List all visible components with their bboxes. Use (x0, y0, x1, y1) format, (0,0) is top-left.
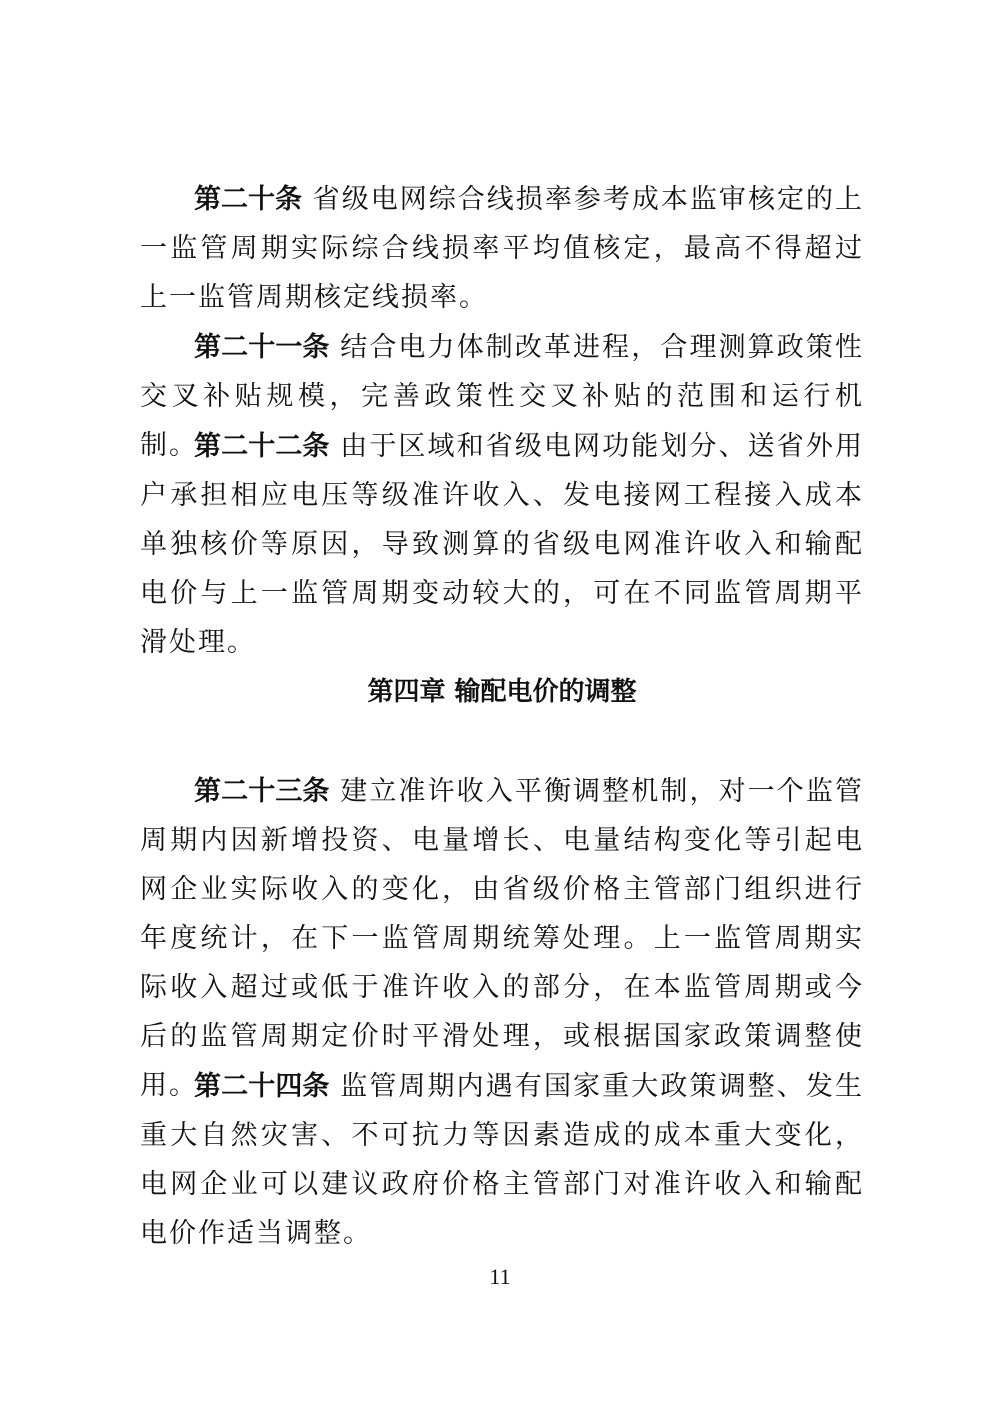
article-20-text: 省级电网综合线损率参考成本监审核定的上一监管周期实际综合线损率平均值核定，最高不得超过上一监管周期核定线损率。 (140, 184, 865, 313)
article-21-text: 结合电力体制改革进程，合理测算政策性交叉补贴规模，完善政策性交叉补贴的范围和运行机制。 (140, 332, 864, 461)
page-number: 11 (489, 1264, 511, 1289)
article-24-number: 第二十四条 (194, 1071, 330, 1102)
article-22-text: 由于区域和省级电网功能划分、送省外用户承担相应电压等级准许收入、发电接网工程接入成本单独核价等原因，导致测算的省级电网准许收入和输配电价与上一监管周期变动较大的，可在不同监管周期平滑处理。 (140, 431, 864, 658)
article-23 (140, 767, 864, 1110)
article-22-number: 第二十二条 (194, 431, 330, 462)
article-24 (140, 1062, 864, 1258)
article-20-number: 第二十条 (194, 184, 303, 215)
article-21-number: 第二十一条 (194, 332, 330, 363)
article-24-text: 监管周期内遇有国家重大政策调整、发生重大自然灾害、不可抗力等因素造成的成本重大变化，电网企业可以建议政府价格主管部门对准许收入和输配电价作适当调整。 (140, 1071, 864, 1249)
article-23-text: 建立准许收入平衡调整机制，对一个监管周期内因新增投资、电量增长、电量结构变化等引起电网企业实际收入的变化，由省级价格主管部门组织进行年度统计，在下一监管周期统筹处理。上一监管周期实际收入超过或低于准许收入的部分，在本监管周期或今后的监管周期定价时平滑处理，或根据国家政策调整使用。 (140, 776, 864, 1101)
article-20 (140, 175, 864, 322)
chapter-title: 第四章 输配电价的调整 (367, 677, 637, 707)
article-22 (140, 422, 864, 667)
article-23-number: 第二十三条 (194, 776, 330, 807)
